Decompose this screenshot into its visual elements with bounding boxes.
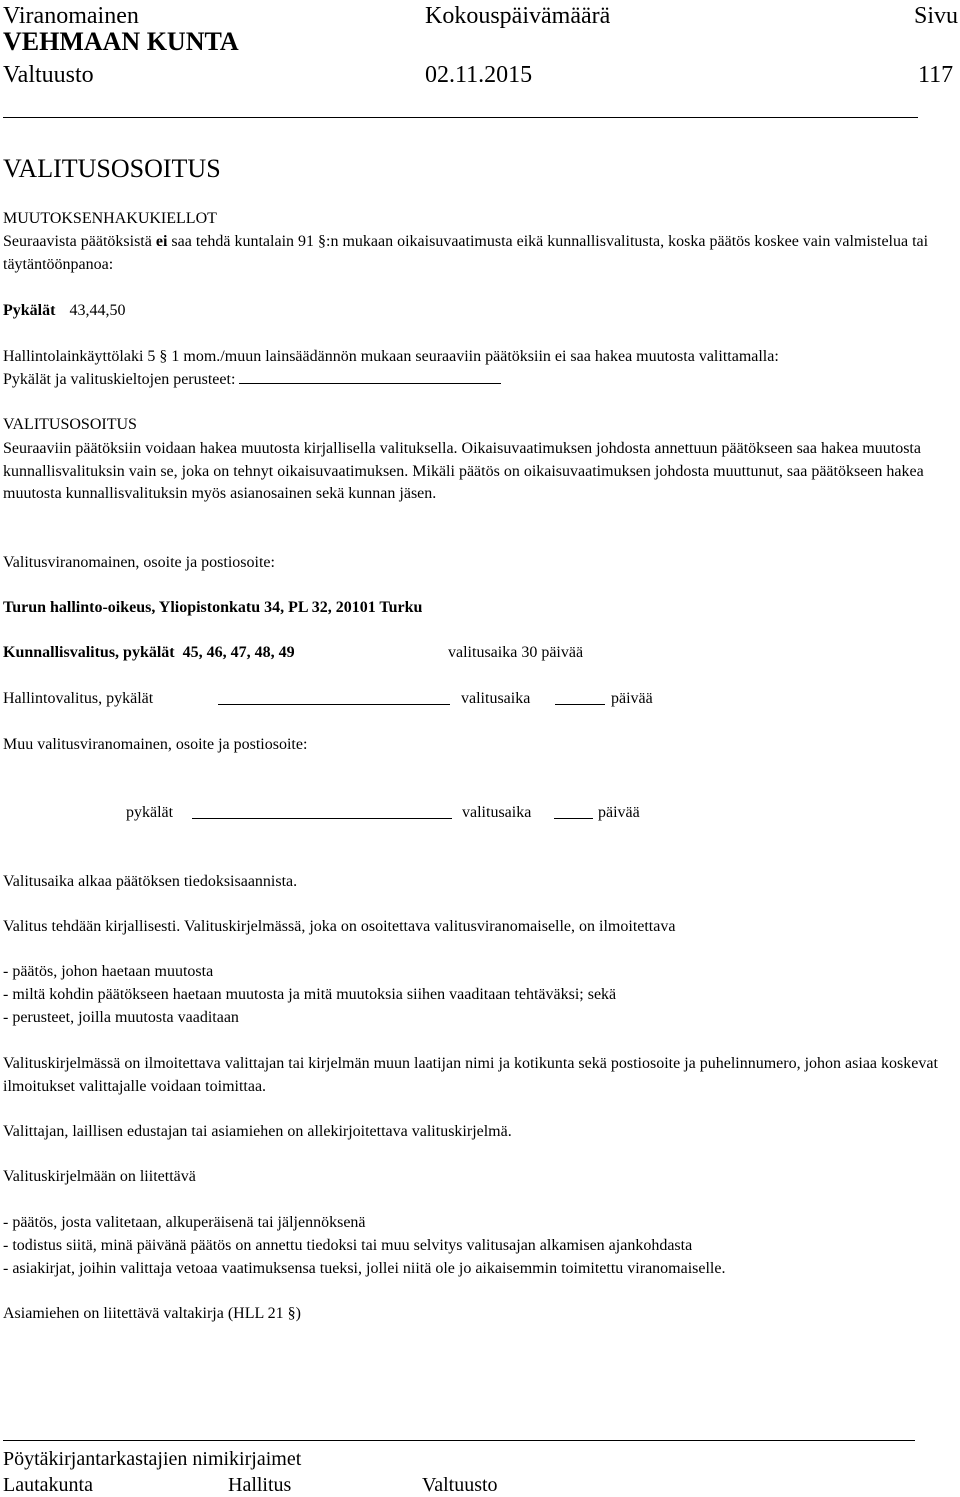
list-item: - todistus siitä, minä päivänä päätös on annettu tiedoksi tai muu selvitys valitusajan alkamisen ajankohdasta [3,1237,693,1254]
list-item: - päätös, josta valitetaan, alkuperäisenä tai jäljennöksenä [3,1214,366,1231]
written-appeal-text: Valitus tehdään kirjallisesti. Valituskirjelmässä, joka on osoitettava valitusviranomaiselle, on ilmoitettava [3,918,676,935]
grounds-blank[interactable] [239,369,501,384]
governing-body: Valtuusto [3,62,94,88]
footer-government: Hallitus [228,1474,292,1496]
list-item: - miltä kohdin päätökseen haetaan muutosta ja mitä muutoksia siihen vaaditaan tehtäväksi; sekä [3,986,617,1003]
appeal-text: Seuraaviin päätöksiin voidaan hakea muutosta kirjallisella valituksella. Oikaisuvaatimuksen johdosta annettuun päätökseen saa hakea muutosta kunnallisvalituksin vain se, joka on tehnyt oikaisuvaatimuksen. Mikäli päätös on oikaisuvaatimuksen johdosta muuttunut, saa päätökseen hakea muutosta kunnallisvalituksin myös asianosainen sekä kunnan jäsen. [3,440,924,502]
admin-appeal-sections-blank[interactable] [218,690,450,705]
appeal-court: Turun hallinto-oikeus, Yliopistonkatu 34, PL 32, 20101 Turku [3,599,423,616]
other-authority-label: Muu valitusviranomainen, osoite ja postiosoite: [3,736,308,753]
prohibitions-heading: MUUTOKSENHAKUKIELLOT [3,210,217,227]
admin-appeal-label: Hallintovalitus, pykälät [3,690,154,707]
signature-text: Valittajan, laillisen edustajan tai asiamiehen on allekirjoitettava valituskirjelmä. [3,1123,512,1140]
footer-council: Valtuusto [422,1474,498,1496]
attachments-label: Valituskirjelmään on liitettävä [3,1168,196,1185]
other-days-blank[interactable] [554,804,593,819]
grounds-line: Pykälät ja valituskieltojen perusteet: [3,369,501,391]
municipality-name: VEHMAAN KUNTA [3,27,239,56]
other-period-label: valitusaika [462,804,532,821]
admin-appeal-days-label: päivää [611,690,653,707]
other-sections-blank[interactable] [192,804,452,819]
initials-label: Pöytäkirjantarkastajien nimikirjaimet [3,1448,302,1470]
appeal-heading: VALITUSOSOITUS [3,416,137,433]
page-title: VALITUSOSOITUS [3,154,221,183]
admin-appeal-period-label: valitusaika [461,690,531,707]
page-number: 117 [918,62,954,88]
page-label: Sivu [914,3,959,29]
municipal-appeal-line: Kunnallisvalitus, pykälät 45, 46, 47, 48, 49 [3,644,295,661]
meeting-date-label: Kokouspäivämäärä [425,3,611,29]
prohibited-sections: Pykälät 43,44,50 [3,302,126,319]
other-sections-label: pykälät [126,804,174,821]
admin-appeal-days-blank[interactable] [555,690,605,705]
appellant-info-text: Valituskirjelmässä on ilmoitettava valittajan tai kirjelmän muun laatijan nimi ja kotikunta sekä postiosoite ja puhelinnumero, johon asiaa koskevat ilmoitukset valittajalle voidaan toimittaa. [3,1055,938,1095]
other-days-label: päivää [598,804,640,821]
footer-board: Lautakunta [3,1474,93,1496]
list-item: - päätös, johon haetaan muutosta [3,963,214,980]
footer-divider [3,1440,915,1441]
prohibitions-text: Seuraavista päätöksistä ei saa tehdä kuntalain 91 §:n mukaan oikaisuvaatimusta eikä kunnallisvalitusta, koska päätös koskee vain valmistelua tai täytäntöönpanoa: [3,233,929,273]
authority-label: Viranomainen [3,3,139,29]
period-start-text: Valitusaika alkaa päätöksen tiedoksisaannista. [3,873,298,890]
power-of-attorney-text: Asiamiehen on liitettävä valtakirja (HLL 21 §) [3,1305,301,1322]
list-item: - perusteet, joilla muutosta vaaditaan [3,1009,239,1026]
header-divider [3,117,918,118]
municipal-appeal-period: valitusaika 30 päivää [448,644,584,661]
appeal-authority-label: Valitusviranomainen, osoite ja postiosoite: [3,554,275,571]
list-item: - asiakirjat, joihin valittaja vetoaa vaatimuksensa tueksi, jollei niitä ole jo aikaisemmin toimitettu viranomaiselle. [3,1260,726,1277]
admin-law-text: Hallintolainkäyttölaki 5 § 1 mom./muun lainsäädännön mukaan seuraaviin päätöksiin ei saa hakea muutosta valittamalla: [3,348,779,365]
meeting-date: 02.11.2015 [425,62,533,88]
